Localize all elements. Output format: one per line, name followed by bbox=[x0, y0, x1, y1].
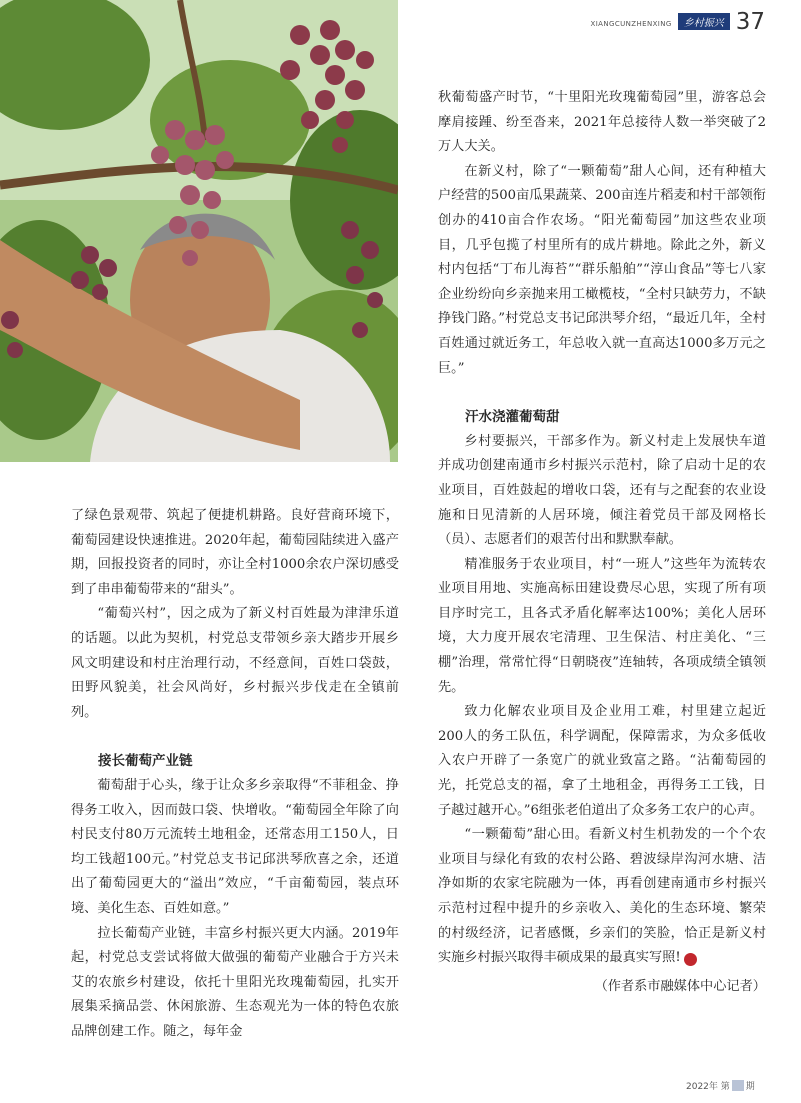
footer-year: 2022年 第 bbox=[686, 1082, 730, 1092]
paragraph: 拉长葡萄产业链，丰富乡村振兴更大内涵。2019年起，村党总支尝试将做大做强的葡萄产业融合于方兴未艾的农旅乡村建设，依托十里阳光玫瑰葡萄园，扎实开展集采摘品尝、休闲旅游、生态观光为一体的特色农旅品牌创建工作。随之，每年金 bbox=[71, 925, 399, 1039]
paragraph: 乡村要振兴，干部多作为。新义村走上发展快车道并成功创建南通市乡村振兴示范村，除了启动十足的农业项目，百姓鼓起的增收口袋，还有与之配套的农业设施和日见清新的人居环境，倾注着党员干部及网格长（员）、志愿者们的艰苦付出和默默奉献。 bbox=[438, 433, 766, 548]
header-section-title: 乡村振兴 bbox=[678, 13, 730, 30]
paragraph: 秋葡萄盛产时节，“十里阳光玫瑰葡萄园”里，游客总会摩肩接踵、纷至沓来，2021年总接待人数一举突破了2万人大关。 bbox=[438, 90, 766, 155]
paragraph-text: “一颗葡萄”甜心田。看新义村生机勃发的一个个农业项目与绿化有致的农村公路、碧波绿岸沟河水塘、洁净如斯的农家宅院融为一体，再看创建南通市乡村振兴示范村过程中提升的乡亲收入、美化的生态环境、繁荣的村级经济，记者感慨，乡亲们的笑脸，恰正是新义村实施乡村振兴取得丰硕成果的最真实写照! bbox=[438, 827, 766, 966]
photo-grapes-farmer-icon bbox=[0, 0, 398, 462]
header-pinyin: XIANGCUNZHENXING bbox=[590, 20, 672, 28]
paragraph: 在新义村，除了“一颗葡萄”甜人心间，还有种植大户经营的500亩瓜果蔬菜、200亩连片稻麦和村干部领衔创办的410亩合作农场。“阳光葡萄园”加这些农业项目，几乎包揽了村里所有的成片耕地。除此之外，新义村内包括“丁布儿海苔”“群乐船舶”“淳山食品”等七八家企业纷纷向乡亲抛来用工橄榄枝，“全村只缺劳力，不缺挣钱门路。”村党总支书记邱洪琴介绍，“最近几年，全村百姓通过就近务工，年总收入就一直高达1000多万元之巨。” bbox=[438, 163, 766, 376]
page-header bbox=[591, 6, 765, 40]
article-photo bbox=[0, 0, 398, 462]
paragraph: 精准服务于农业项目，村“一班人”这些年为流转农业项目用地、实施高标田建设费尽心思，实现了所有项目序时完工，且各式矛盾化解率达100%；美化人居环境，大力度开展农宅清理、卫生保洁、村庄美化、“三棚”治理，常常忙得“日朝晓夜”连轴转，各项成绩全镇领先。 bbox=[438, 556, 766, 695]
left-column bbox=[71, 504, 399, 1044]
issue-number-box bbox=[732, 1080, 744, 1091]
page-footer bbox=[686, 1079, 755, 1092]
paragraph: 致力化解农业项目及企业用工难，村里建立起近200人的务工队伍，科学调配，保障需求，为众多低收入农户开辟了一条宽广的就业致富之路。“沾葡萄园的光，托党总支的福，拿了土地租金，再得务工工钱，日子越过越开心。”6组张老伯道出了众多务工农户的心声。 bbox=[438, 704, 766, 818]
section-heading: 接长葡萄产业链 bbox=[98, 753, 193, 770]
section-heading: 汗水浇灌葡萄甜 bbox=[465, 409, 560, 426]
paragraph: “葡萄兴村”，因之成为了新义村百姓最为津津乐道的话题。以此为契机，村党总支带领乡亲大踏步开展乡风文明建设和村庄治理行动，不经意间，百姓口袋鼓，田野风貌美，社会风尚好，乡村振兴步伐走在全镇前列。 bbox=[71, 606, 399, 720]
paragraph: 了绿色景观带、筑起了便捷机耕路。良好营商环境下，葡萄园建设快速推进。2020年起，葡萄园陆续进入盛产期，回报投资者的同时，亦让全村1000余农户深切感受到了串串葡萄带来的“甜头”。 bbox=[71, 508, 399, 597]
paragraph: 葡萄甜于心头，缘于让众多乡亲取得“不菲租金、挣得务工收入，因而鼓口袋、快增收。“葡萄园全年除了向村民支付80万元流转土地租金，还常态用工150人，日均工钱超100元。”村党总支书记邱洪琴欣喜之余，还道出了葡萄园更大的“溢出”效应，“千亩葡萄园，装点环境、美化生态、百姓如意。” bbox=[71, 777, 399, 916]
footer-issue-label: 期 bbox=[745, 1082, 755, 1092]
byline: （作者系市融媒体中心记者） bbox=[594, 978, 766, 994]
end-mark-icon: ✦ bbox=[684, 953, 697, 966]
page-number: 37 bbox=[735, 9, 765, 35]
paragraph-final bbox=[438, 823, 766, 971]
right-column bbox=[438, 86, 766, 999]
